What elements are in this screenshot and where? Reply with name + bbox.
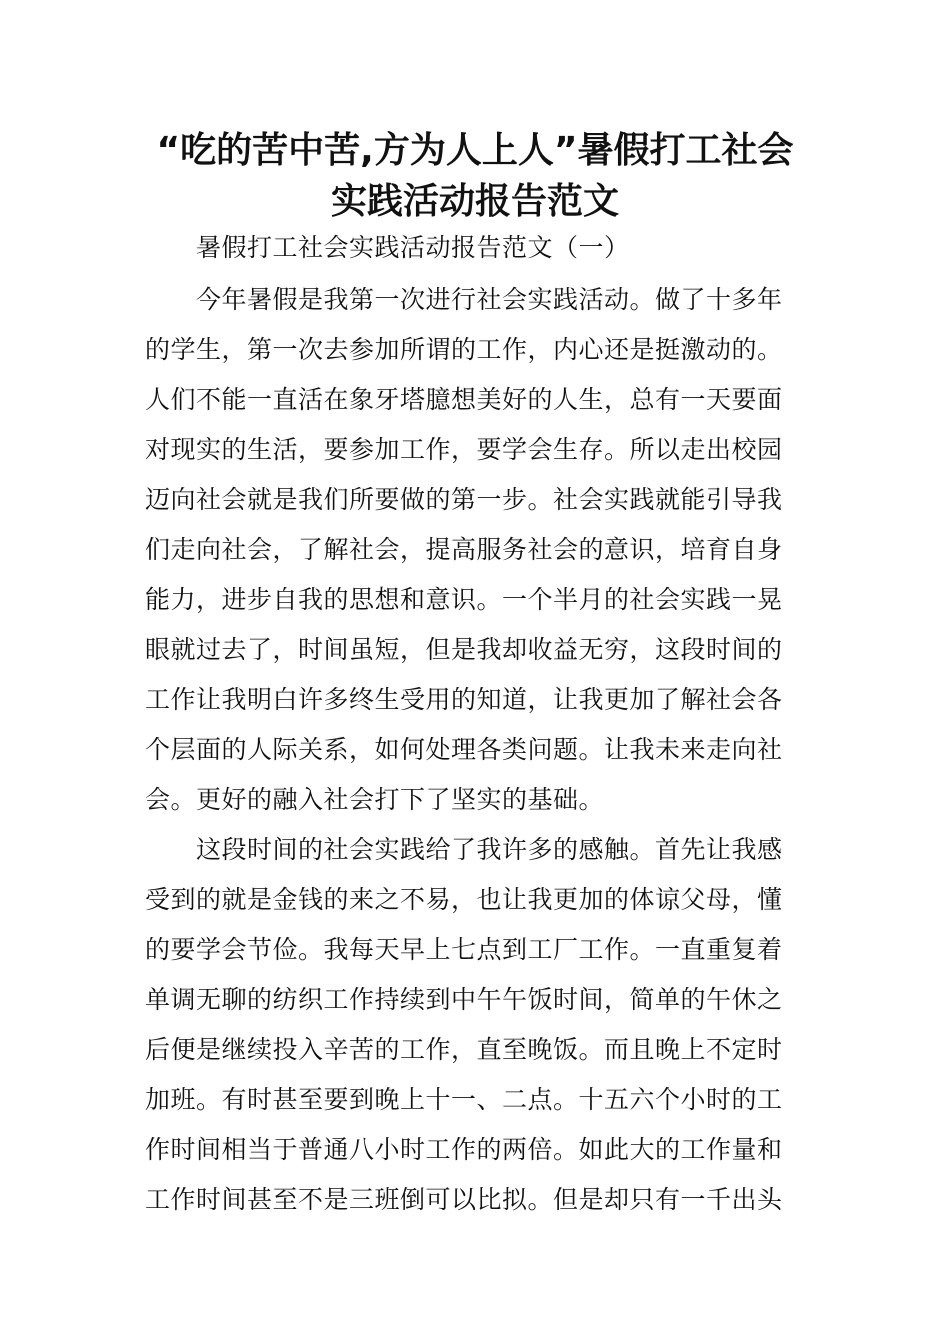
paragraph-1-line: 工作让我明白许多终生受用的知道，让我更加了解社会各: [145, 685, 783, 714]
paragraph-2-line: 受到的就是金钱的来之不易，也让我更加的体谅父母，懂: [145, 885, 783, 914]
paragraph-2-line: 这段时间的社会实践给了我许多的感触。首先让我感: [196, 835, 783, 864]
paragraph-1-line: 个层面的人际关系，如何处理各类问题。让我未来走向社: [145, 735, 783, 764]
paragraph-1-line: 们走向社会，了解社会，提高服务社会的意识，培育自身: [145, 535, 783, 564]
paragraph-1-line: 的学生，第一次去参加所谓的工作，内心还是挺激动的。: [145, 335, 783, 364]
paragraph-2-line: 作时间相当于普通八小时工作的两倍。如此大的工作量和: [145, 1135, 783, 1164]
document-title-line-1: “吃的苦中苦,方为人上人”暑假打工社会: [156, 130, 794, 171]
paragraph-2-line: 的要学会节俭。我每天早上七点到工厂工作。一直重复着: [145, 935, 783, 964]
paragraph-1-line: 会。更好的融入社会打下了坚实的基础。: [145, 785, 605, 814]
document-title-line-2: 实践活动报告范文: [330, 181, 619, 222]
paragraph-2-line: 工作时间甚至不是三班倒可以比拟。但是却只有一千出头: [145, 1185, 783, 1214]
paragraph-2-line: 加班。有时甚至要到晚上十一、二点。十五六个小时的工: [145, 1085, 783, 1114]
document-subtitle: 暑假打工社会实践活动报告范文（一）: [196, 233, 630, 262]
paragraph-1-line: 对现实的生活，要参加工作，要学会生存。所以走出校园: [145, 435, 783, 464]
paragraph-2-line: 单调无聊的纺织工作持续到中午午饭时间，简单的午休之: [145, 985, 783, 1014]
paragraph-1-line: 人们不能一直活在象牙塔臆想美好的人生，总有一天要面: [145, 385, 783, 414]
paragraph-1-line: 今年暑假是我第一次进行社会实践活动。做了十多年: [196, 285, 783, 314]
paragraph-1-line: 迈向社会就是我们所要做的第一步。社会实践就能引导我: [145, 485, 783, 514]
paragraph-1-line: 眼就过去了，时间虽短，但是我却收益无穷，这段时间的: [145, 635, 783, 664]
paragraph-1-line: 能力，进步自我的思想和意识。一个半月的社会实践一晃: [145, 585, 783, 614]
paragraph-2-line: 后便是继续投入辛苦的工作，直至晚饭。而且晚上不定时: [145, 1035, 783, 1064]
